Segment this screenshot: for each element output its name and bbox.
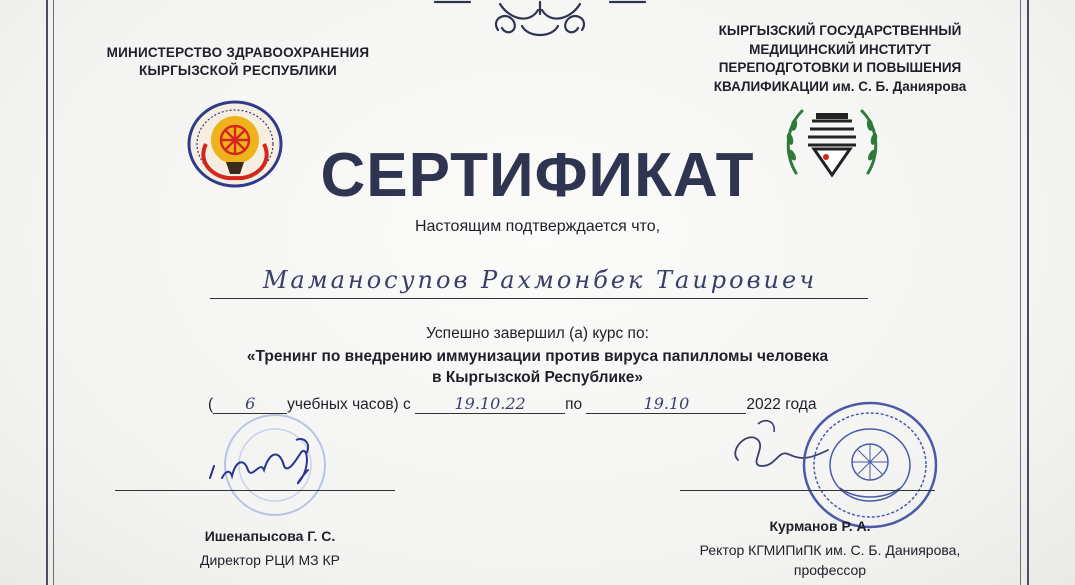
right-signatory-role-line-2: профессор (793, 562, 867, 578)
institute-line-4: КВАЛИФИКАЦИИ им. С. Б. Даниярова (713, 78, 967, 94)
recipient-name-line (210, 298, 868, 299)
institute-line-2: МЕДИЦИНСКИЙ ИНСТИТУТ (749, 41, 931, 57)
ministry-heading (88, 44, 388, 80)
right-signatory-role-line-1: Ректор КГМИПиПК им. С. Б. Даниярова, (699, 542, 961, 558)
right-border-inner (1020, 0, 1021, 585)
left-border-inner (53, 0, 54, 585)
right-border-outer (1027, 0, 1029, 585)
hours-value: 6 (213, 397, 287, 414)
course-title-line-2: в Кыргызской Республике» (431, 369, 644, 386)
date-from: 19.10.22 (415, 397, 565, 414)
confirm-text: Настоящим подтверждается что, (414, 218, 661, 235)
institute-line-3: ПЕРЕПОДГОТОВКИ И ПОВЫШЕНИЯ (718, 60, 962, 75)
date-to-label: по (565, 396, 583, 413)
ministry-line-1: МИНИСТЕРСТВО ЗДРАВООХРАНЕНИЯ (106, 45, 370, 60)
hours-label: учебных часов) с (287, 396, 411, 413)
certificate-title: СЕРТИФИКАТ (320, 141, 755, 210)
right-signature-line (680, 490, 935, 491)
open-paren: ( (208, 396, 214, 413)
left-border-outer (46, 0, 48, 585)
course-title (0, 346, 1075, 388)
left-signature-line (115, 490, 395, 491)
right-signatory-role (640, 540, 1020, 580)
ministry-line-2: КЫРГЫЗСКОЙ РЕСПУБЛИКИ (139, 63, 337, 78)
left-signatory-role: Директор РЦИ МЗ КР (199, 552, 341, 568)
course-title-line-1: «Тренинг по внедрению иммунизации против вируса папилломы человека (246, 348, 829, 365)
right-signatory-name: Курманов Р. А. (769, 518, 871, 534)
official-seal (800, 400, 940, 530)
year-label: 2022 года (746, 396, 817, 413)
recipient-name-handwritten: Маманосупов Рахмонбек Таировиеч (262, 266, 818, 294)
institute-heading (690, 22, 990, 96)
completed-text: Успешно завершил (а) курс по: (426, 325, 649, 342)
date-to: 19.10 (586, 397, 746, 414)
top-ornament (430, 0, 650, 48)
left-signatory-name: Ишенапысова Г. С. (204, 528, 336, 544)
institute-line-1: КЫРГЫЗСКИЙ ГОСУДАРСТВЕННЫЙ (718, 23, 962, 38)
